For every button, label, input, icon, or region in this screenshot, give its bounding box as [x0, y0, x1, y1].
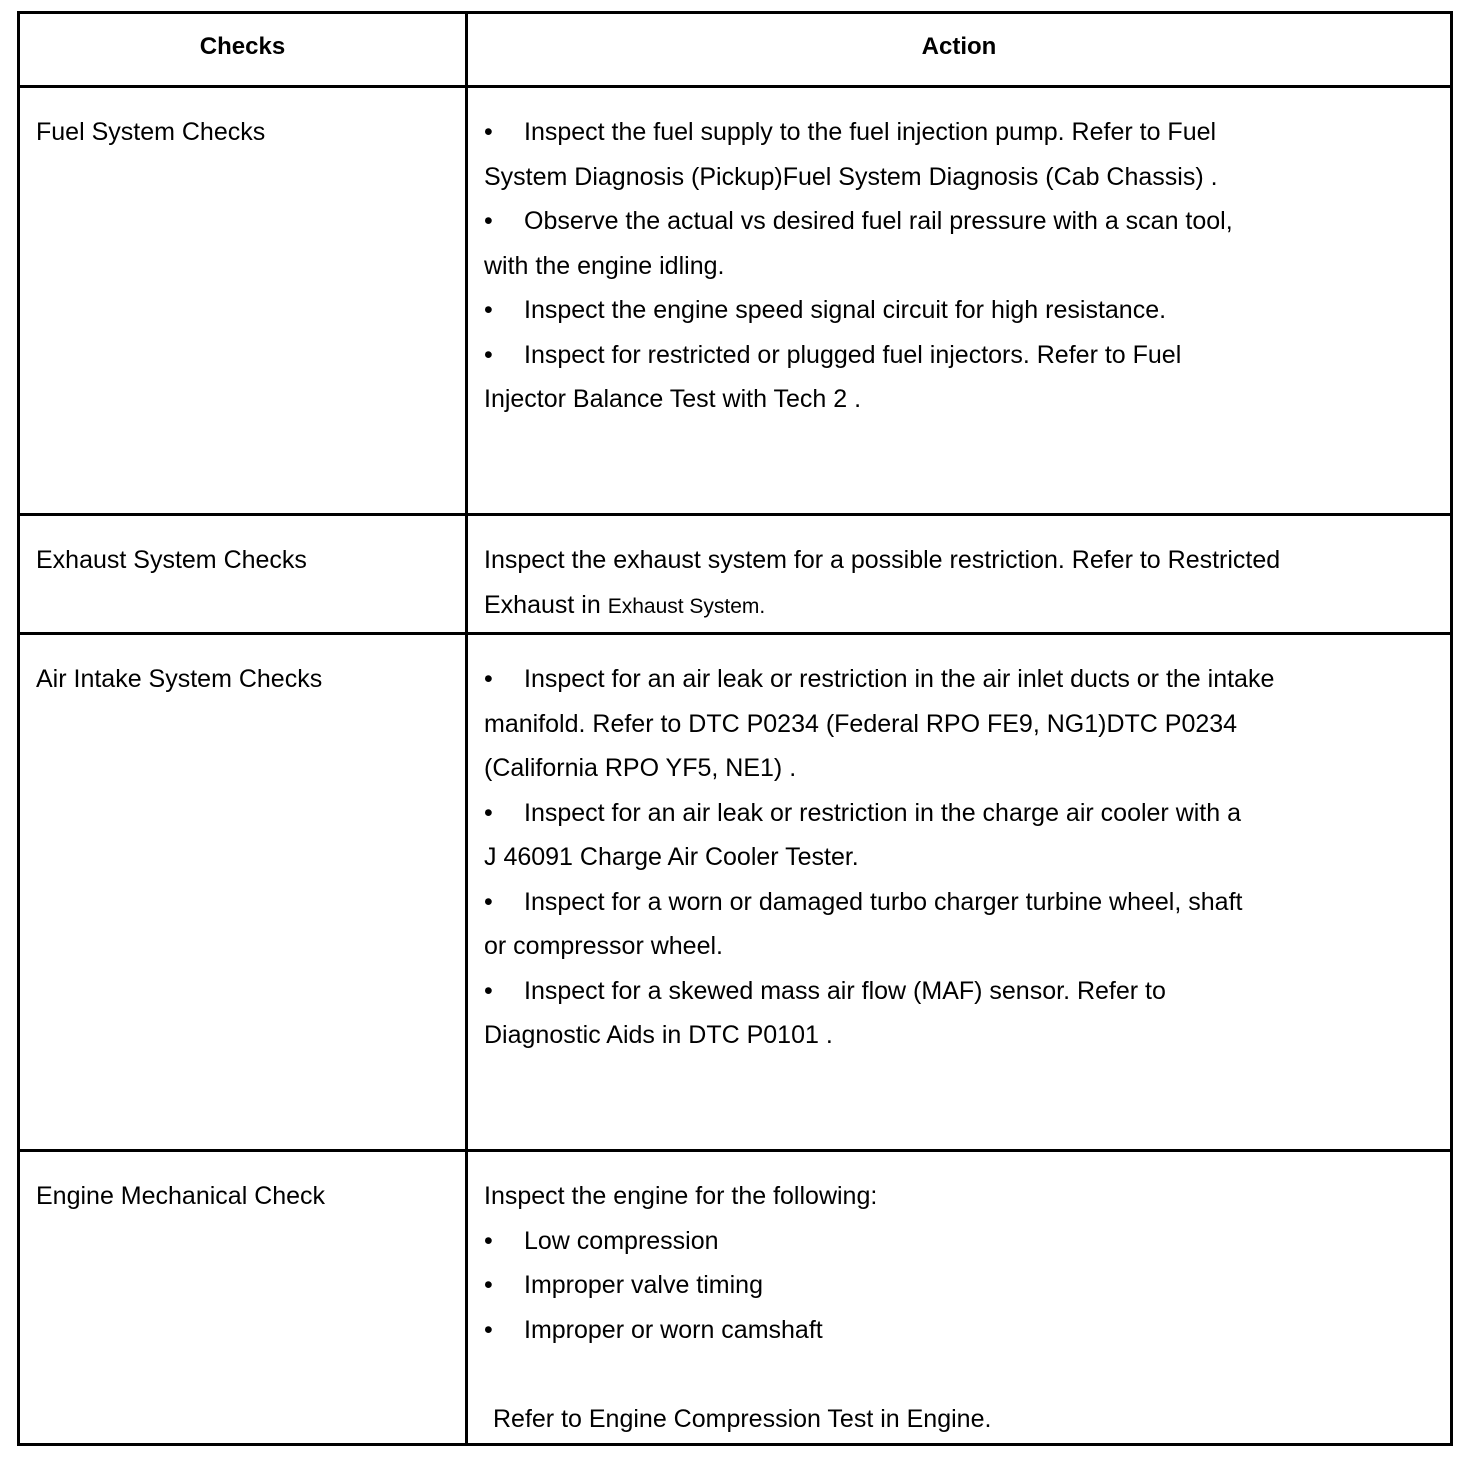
- check-label: Air Intake System Checks: [20, 635, 468, 1149]
- check-label: Engine Mechanical Check: [20, 1152, 468, 1443]
- bullet-icon: •: [484, 207, 493, 235]
- header-action: Action: [921, 33, 997, 60]
- action-cell: [468, 88, 1450, 513]
- checks-table: [17, 11, 1453, 1446]
- check-label: Fuel System Checks: [20, 88, 468, 513]
- action-line: Exhaust in Exhaust System.: [484, 590, 766, 619]
- action-line: Refer to Engine Compression Test in Engine.: [493, 1404, 992, 1433]
- action-cell: [468, 1152, 1450, 1443]
- action-line: • Inspect the engine speed signal circuit for high resistance.: [484, 288, 1450, 333]
- action-line: with the engine idling.: [484, 251, 725, 280]
- table-row-air-intake-system: [20, 632, 1450, 1149]
- exhaust-system-reference: Exhaust System.: [607, 594, 766, 618]
- action-line: • Observe the actual vs desired fuel rail pressure with a scan tool,: [484, 199, 1450, 244]
- action-line: • Inspect for a skewed mass air flow (MAF) sensor. Refer to: [484, 969, 1450, 1014]
- header-checks: Checks: [20, 14, 468, 85]
- action-line: • Inspect for an air leak or restriction in the air inlet ducts or the intake: [484, 657, 1450, 702]
- bullet-icon: •: [484, 118, 493, 146]
- list-item: • Improper valve timing: [484, 1263, 1450, 1308]
- action-line: Diagnostic Aids in DTC P0101 .: [484, 1021, 833, 1049]
- action-line: • Inspect for restricted or plugged fuel injectors. Refer to Fuel: [484, 333, 1450, 378]
- action-cell: [468, 635, 1450, 1149]
- list-item: • Low compression: [484, 1219, 1450, 1264]
- action-line: manifold. Refer to DTC P0234 (Federal RPO FE9, NG1)DTC P0234: [484, 709, 1238, 738]
- action-line: J 46091 Charge Air Cooler Tester.: [484, 843, 859, 871]
- bullet-icon: •: [484, 887, 493, 916]
- action-line: or compressor wheel.: [484, 932, 723, 960]
- table-row-exhaust-system: [20, 513, 1450, 632]
- table-header-row: [20, 14, 1450, 85]
- check-label: Exhaust System Checks: [20, 516, 468, 632]
- action-line: • Inspect the fuel supply to the fuel injection pump. Refer to Fuel: [484, 110, 1450, 155]
- bullet-icon: •: [484, 1315, 493, 1344]
- bullet-icon: •: [484, 798, 493, 827]
- bullet-icon: •: [484, 976, 493, 1005]
- bullet-icon: •: [484, 1271, 493, 1299]
- table-row-engine-mechanical: [20, 1149, 1450, 1443]
- bullet-icon: •: [484, 296, 493, 324]
- bullet-icon: •: [484, 340, 493, 369]
- action-line: Injector Balance Test with Tech 2 .: [484, 385, 862, 413]
- action-line: • Inspect for a worn or damaged turbo charger turbine wheel, shaft: [484, 880, 1450, 925]
- action-line: Inspect the engine for the following:: [484, 1182, 878, 1210]
- action-line: (California RPO YF5, NE1) .: [484, 754, 797, 782]
- action-line: System Diagnosis (Pickup)Fuel System Diagnosis (Cab Chassis) .: [484, 162, 1218, 191]
- list-item: • Improper or worn camshaft: [484, 1308, 1450, 1353]
- action-cell: [468, 516, 1450, 632]
- bullet-icon: •: [484, 1226, 493, 1255]
- action-line: Inspect the exhaust system for a possible restriction. Refer to Restricted: [484, 546, 1281, 574]
- table-row-fuel-system: [20, 85, 1450, 513]
- action-line: • Inspect for an air leak or restriction in the charge air cooler with a: [484, 791, 1450, 836]
- spacer: [484, 1352, 1450, 1397]
- bullet-icon: •: [484, 665, 493, 693]
